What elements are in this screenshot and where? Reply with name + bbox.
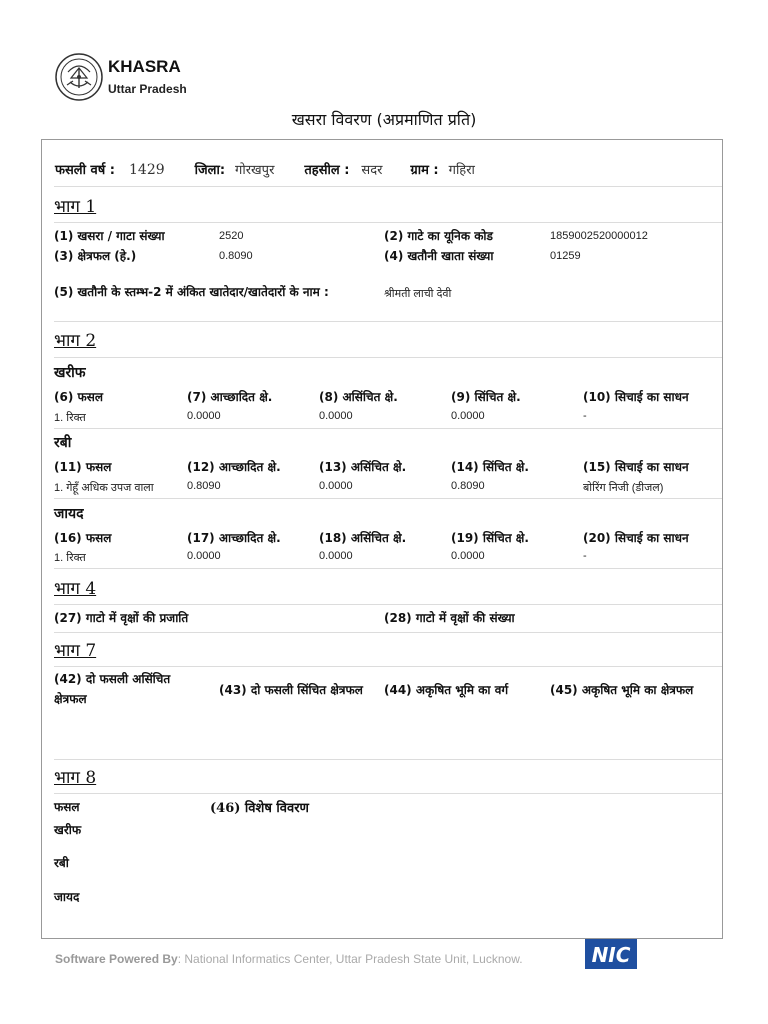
district-value: गोरखपुर (235, 163, 275, 178)
kharif-header-unirrigated: (8) असिंचित क्षे. (319, 390, 398, 404)
zaid-header-irrigated: (19) सिंचित क्षे. (451, 531, 529, 545)
divider (54, 428, 722, 429)
rabi-header-irrigated: (14) सिंचित क्षे. (451, 460, 529, 474)
divider (54, 568, 722, 569)
header (54, 52, 187, 102)
zaid-header-crop: (16) फसल (54, 531, 112, 545)
tehsil-value: सदर (361, 163, 383, 178)
double-crop-irrigated-label: (43) दो फसली सिंचित क्षेत्रफल (219, 683, 363, 697)
divider (54, 632, 722, 633)
uncultivated-class-label: (44) अकृषित भूमि का वर्ग (384, 683, 509, 697)
zaid-value-irrigated: 0.0000 (451, 550, 485, 562)
district-label: जिला: (194, 163, 226, 178)
part2-title: भाग 2 (54, 331, 97, 351)
unique-code-label: (2) गाटे का यूनिक कोड (384, 229, 493, 243)
part8-zaid-label: जायद (54, 890, 80, 904)
zaid-value-irrigation-source: - (583, 550, 587, 562)
kharif-value-irrigated: 0.0000 (451, 410, 485, 422)
area-value: 0.8090 (219, 250, 253, 262)
village-label: ग्राम : (410, 163, 439, 178)
rabi-title: रबी (54, 435, 72, 451)
rabi-header-irrigation-source: (15) सिचाई का साधन (583, 460, 689, 474)
powered-by-text: : National Informatics Center, Uttar Pradesh State Unit, Lucknow. (177, 952, 523, 966)
khatauni-label: (4) खतौनी खाता संख्या (384, 249, 494, 263)
zaid-value-crop: 1. रिक्त (54, 552, 86, 564)
divider (54, 321, 722, 322)
area-label: (3) क्षेत्रफल (हे.) (54, 249, 137, 263)
rabi-header-crop: (11) फसल (54, 460, 112, 474)
rabi-value-unirrigated: 0.0000 (319, 480, 353, 492)
kharif-value-unirrigated: 0.0000 (319, 410, 353, 422)
divider (54, 759, 722, 760)
nic-logo-text: NIC (591, 943, 631, 967)
rabi-header-covered: (12) आच्छादित क्षे. (187, 460, 281, 474)
tree-count-label: (28) गाटो में वृक्षों की संख्या (384, 611, 515, 625)
brand-title: KHASRA (108, 57, 181, 76)
kharif-value-irrigation-source: - (583, 410, 587, 422)
kharif-header-covered: (7) आच्छादित क्षे. (187, 390, 273, 404)
uncultivated-area-label: (45) अकृषित भूमि का क्षेत्रफल (550, 683, 694, 697)
page-title: खसरा विवरण (अप्रमाणित प्रति) (291, 110, 477, 129)
zaid-header-covered: (17) आच्छादित क्षे. (187, 531, 281, 545)
part8-rabi-label: रबी (54, 856, 69, 870)
divider (54, 186, 722, 187)
divider (54, 604, 722, 605)
owners-label: (5) खतौनी के स्तम्भ-2 में अंकित खातेदार/खातेदारों के नाम : (54, 285, 329, 299)
footer (55, 952, 523, 966)
unique-code-value: 1859002520000012 (550, 230, 648, 242)
khatauni-value: 01259 (550, 250, 581, 262)
kharif-title: खरीफ (54, 365, 86, 381)
zaid-header-irrigation-source: (20) सिचाई का साधन (583, 531, 689, 545)
divider (54, 357, 722, 358)
kharif-header-crop: (6) फसल (54, 390, 103, 404)
rabi-value-irrigated: 0.8090 (451, 480, 485, 492)
kharif-value-crop: 1. रिक्त (54, 412, 86, 424)
summary-row (55, 160, 475, 178)
year-value: 1429 (129, 162, 165, 178)
divider (54, 793, 722, 794)
kharif-value-covered: 0.0000 (187, 410, 221, 422)
khasra-number-label: (1) खसरा / गाटा संख्या (54, 229, 165, 243)
tree-species-label: (27) गाटो में वृक्षों की प्रजाति (54, 611, 189, 625)
owners-value: श्रीमती लाची देवी (384, 288, 452, 300)
brand-subtitle: Uttar Pradesh (108, 82, 187, 96)
double-crop-unirrigated-label: (42) दो फसली असिंचित क्षेत्रफल (54, 672, 171, 706)
kharif-header-irrigated: (9) सिंचित क्षे. (451, 390, 521, 404)
rabi-value-covered: 0.8090 (187, 480, 221, 492)
rabi-value-irrigation-source: बोरिंग निजी (डीजल) (583, 482, 664, 494)
khasra-number-value: 2520 (219, 230, 244, 242)
zaid-value-unirrigated: 0.0000 (319, 550, 353, 562)
divider (54, 498, 722, 499)
rabi-header-unirrigated: (13) असिंचित क्षे. (319, 460, 407, 474)
rabi-value-crop: 1. गेहूँ अधिक उपज वाला (54, 482, 154, 494)
up-emblem-icon (54, 52, 104, 102)
khasra-details-panel (41, 139, 723, 939)
part7-title: भाग 7 (54, 641, 97, 661)
part4-title: भाग 4 (54, 579, 97, 599)
powered-by-label: Software Powered By (55, 952, 178, 966)
tehsil-label: तहसील : (304, 163, 350, 178)
part8-crop-label: फसल (54, 800, 80, 814)
zaid-header-unirrigated: (18) असिंचित क्षे. (319, 531, 407, 545)
divider (54, 666, 722, 667)
village-value: गहिरा (448, 163, 475, 178)
zaid-title: जायद (54, 506, 84, 522)
zaid-value-covered: 0.0000 (187, 550, 221, 562)
part8-title: भाग 8 (54, 768, 97, 788)
year-label: फसली वर्ष : (55, 163, 115, 178)
divider (54, 222, 722, 223)
kharif-header-irrigation-source: (10) सिचाई का साधन (583, 390, 689, 404)
part1-title: भाग 1 (54, 197, 97, 217)
part8-kharif-label: खरीफ (54, 823, 82, 837)
nic-logo-icon (585, 939, 637, 969)
special-remarks-label: (46) विशेष विवरण (210, 801, 309, 816)
